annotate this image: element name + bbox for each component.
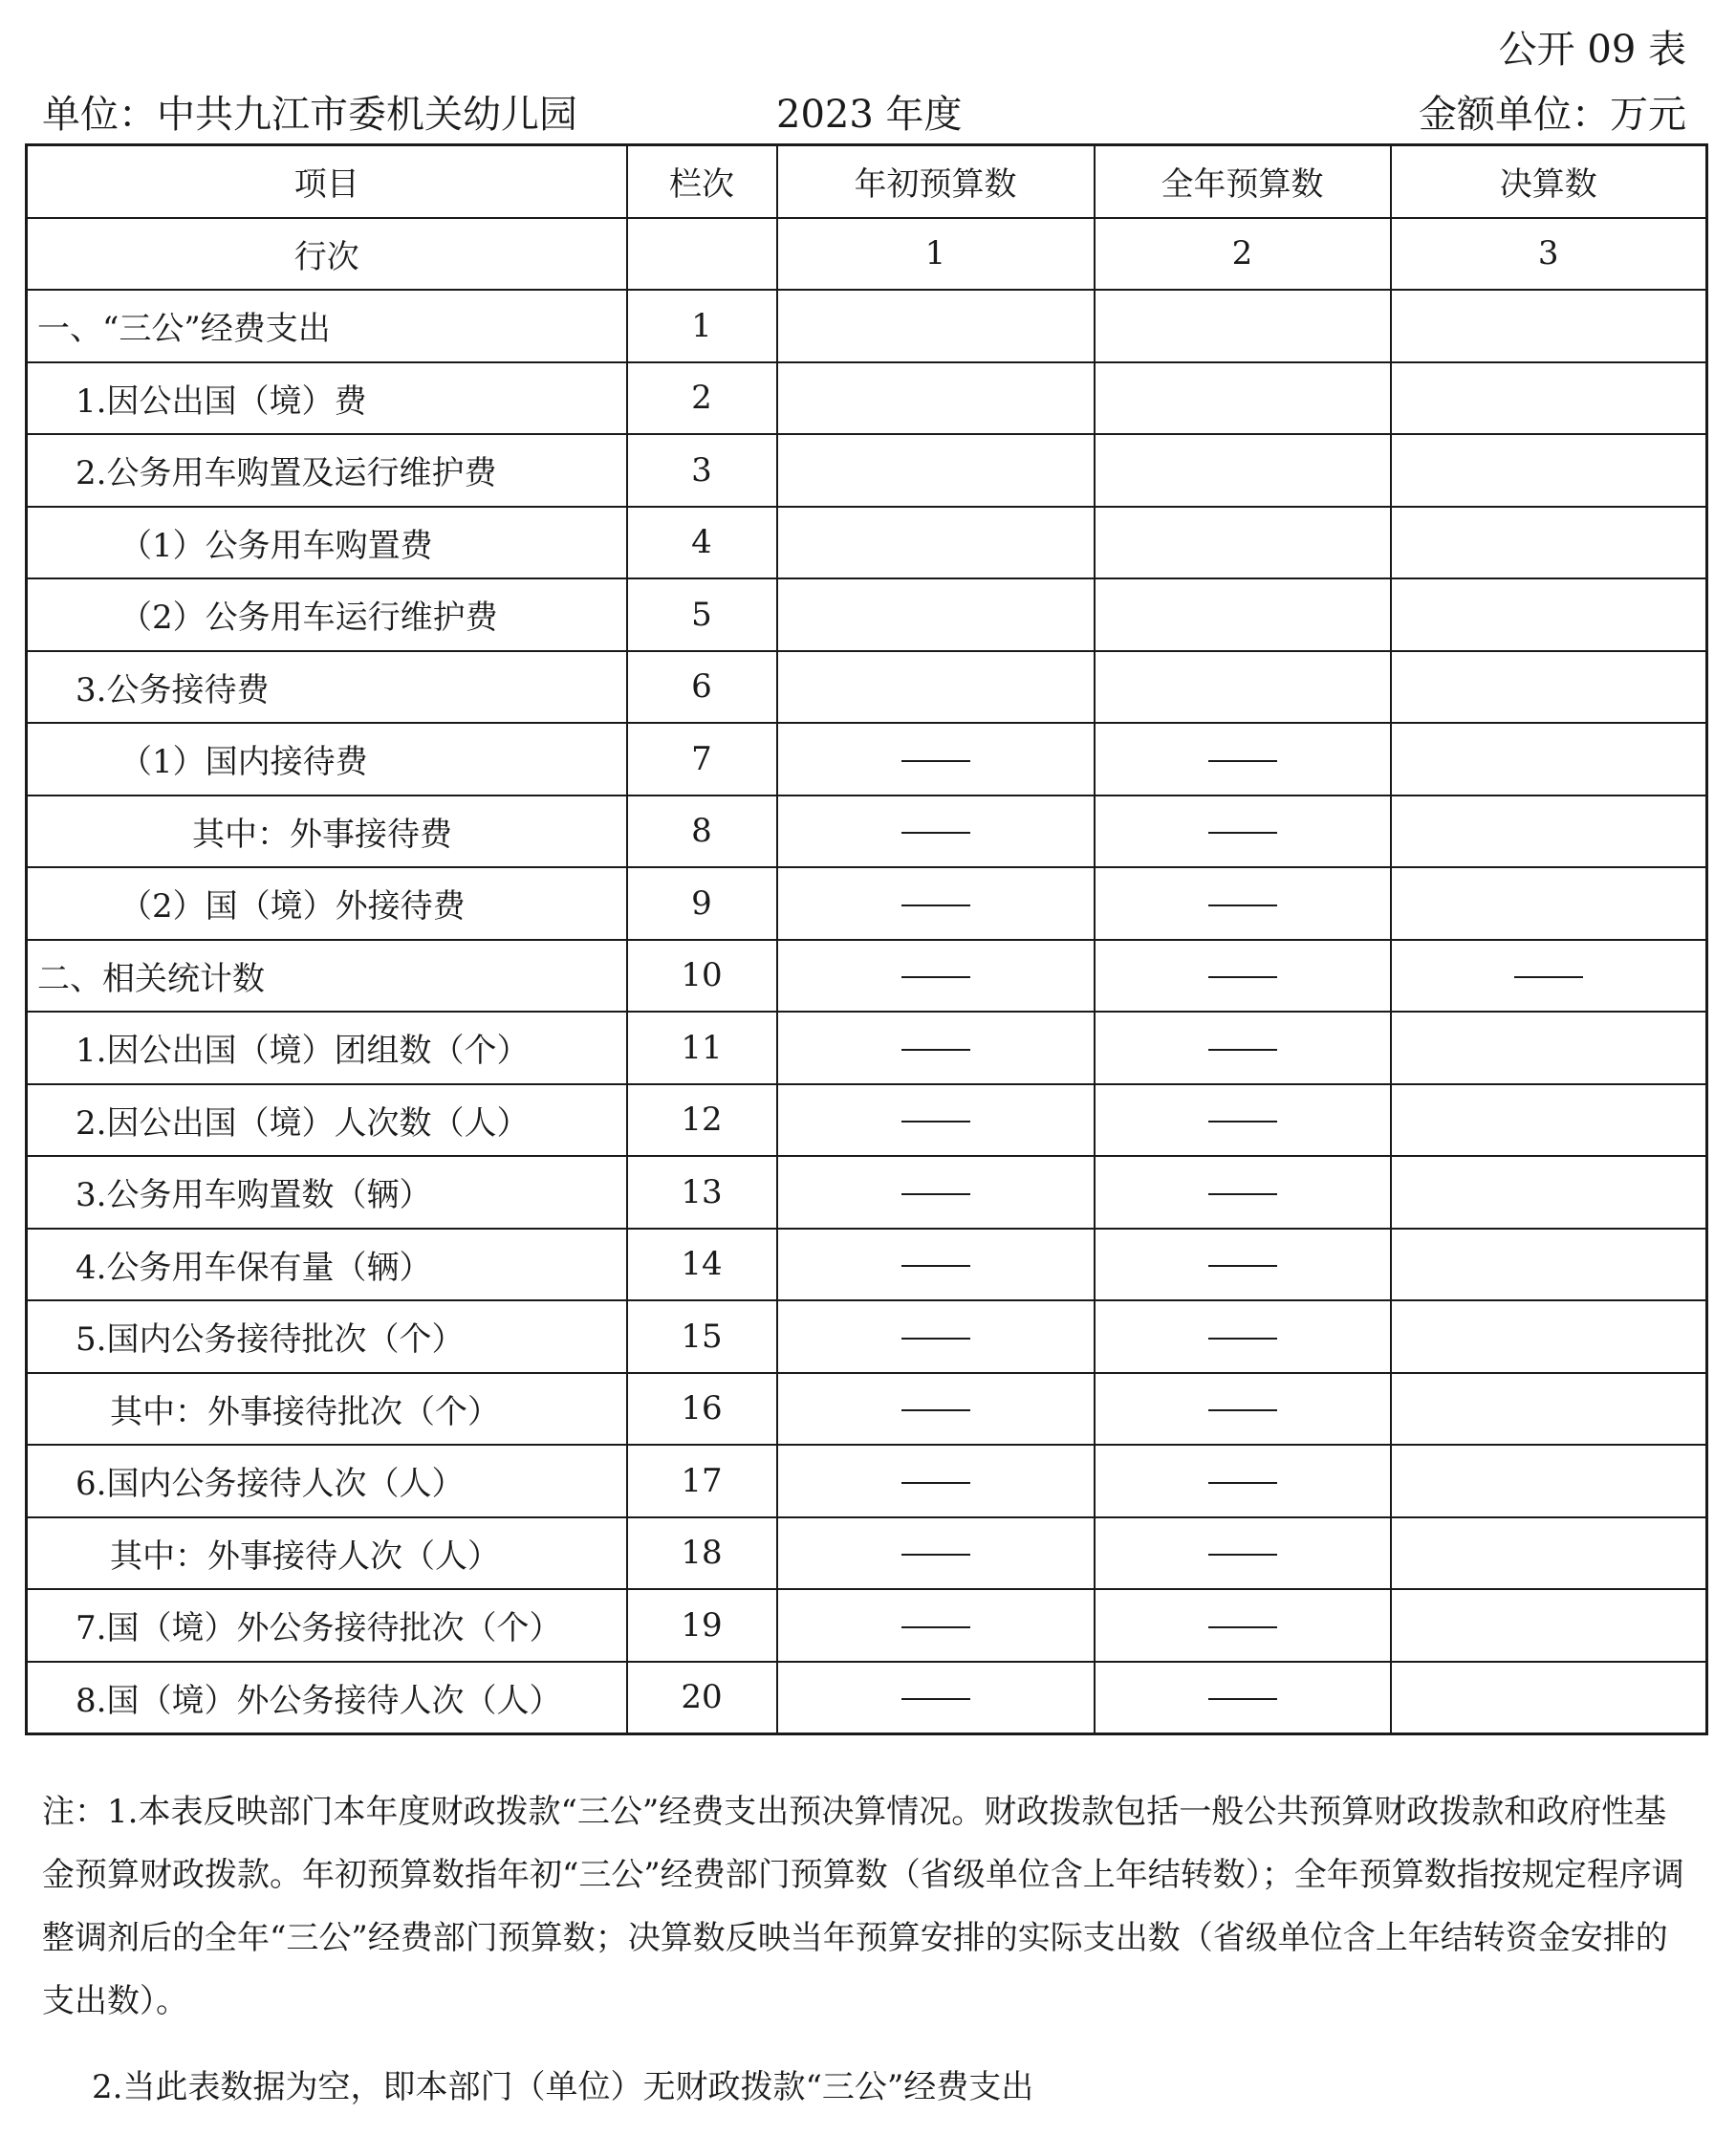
amount-cell — [1095, 507, 1391, 579]
amount-cell — [777, 1589, 1095, 1662]
row-line-number: 13 — [627, 1156, 777, 1229]
row-item-label: 3.公务接待费 — [27, 651, 627, 724]
amount-cell — [1095, 1589, 1391, 1662]
not-applicable-dash — [1208, 1193, 1277, 1195]
amount-cell — [777, 651, 1095, 724]
index-label: 行次 — [27, 218, 627, 291]
not-applicable-dash — [1208, 1338, 1277, 1340]
amount-cell — [1095, 1084, 1391, 1157]
table-row — [27, 578, 1707, 651]
amount-cell — [1095, 1517, 1391, 1590]
note-1: 注：1.本表反映部门本年度财政拨款“三公”经费支出预决算情况。财政拨款包括一般公共预算财政拨款和政府性基金预算财政拨款。年初预算数指年初“三公”经费部门预算数（省级单位含上年结转数）；全年预算数指按规定程序调整调剂后的全年“三公”经费部门预算数；决算数反映当年预算安排的实际支出数（省级单位含上年结转资金安排的支出数）。 — [42, 1793, 1684, 2020]
amount-cell — [1391, 1517, 1707, 1590]
not-applicable-dash — [901, 1121, 970, 1122]
amount-cell — [777, 796, 1095, 868]
amount-cell — [1095, 1373, 1391, 1446]
unit-label: 单位：中共九江市委机关幼儿园 — [42, 93, 577, 137]
row-line-number: 8 — [627, 796, 777, 868]
year-label: 2023 年度 — [776, 93, 963, 137]
table-row — [27, 1156, 1707, 1229]
amount-cell — [777, 1156, 1095, 1229]
amount-cell — [777, 1229, 1095, 1301]
note-2: 2.当此表数据为空，即本部门（单位）无财政拨款“三公”经费支出 — [92, 2068, 1034, 2106]
not-applicable-dash — [1208, 1482, 1277, 1484]
amount-cell — [1391, 507, 1707, 579]
amount-cell — [777, 1012, 1095, 1084]
not-applicable-dash — [1208, 1049, 1277, 1051]
row-item-label: 其中：外事接待费 — [27, 796, 627, 868]
amount-cell — [777, 1662, 1095, 1734]
amount-cell — [777, 1445, 1095, 1517]
amount-cell — [777, 1373, 1095, 1446]
amount-cell — [777, 723, 1095, 796]
not-applicable-dash — [901, 1482, 970, 1484]
row-line-number: 7 — [627, 723, 777, 796]
row-line-number: 15 — [627, 1300, 777, 1373]
amount-cell — [1391, 578, 1707, 651]
row-line-number: 2 — [627, 362, 777, 435]
row-line-number: 17 — [627, 1445, 777, 1517]
row-item-label: 7.国（境）外公务接待批次（个） — [27, 1589, 627, 1662]
amount-cell — [777, 434, 1095, 507]
table-row — [27, 1373, 1707, 1446]
row-item-label: 6.国内公务接待人次（人） — [27, 1445, 627, 1517]
not-applicable-dash — [1208, 1265, 1277, 1267]
amount-cell — [1095, 867, 1391, 940]
not-applicable-dash — [1208, 1626, 1277, 1628]
amount-cell — [1095, 1662, 1391, 1734]
table-row — [27, 507, 1707, 579]
header-row — [27, 145, 1707, 218]
row-line-number: 4 — [627, 507, 777, 579]
amount-cell — [1391, 1084, 1707, 1157]
table-row — [27, 434, 1707, 507]
row-line-number: 9 — [627, 867, 777, 940]
row-item-label: 1.因公出国（境）费 — [27, 362, 627, 435]
not-applicable-dash — [1208, 1409, 1277, 1411]
row-item-label: （2）公务用车运行维护费 — [27, 578, 627, 651]
table-row — [27, 1662, 1707, 1734]
row-item-label: 一、“三公”经费支出 — [27, 290, 627, 362]
amount-cell — [1391, 1662, 1707, 1734]
amount-cell — [777, 1517, 1095, 1590]
amount-cell — [1391, 1589, 1707, 1662]
row-item-label: （1）国内接待费 — [27, 723, 627, 796]
amount-cell — [1391, 940, 1707, 1013]
row-line-number: 18 — [627, 1517, 777, 1590]
amount-cell — [777, 290, 1095, 362]
row-item-label: 5.国内公务接待批次（个） — [27, 1300, 627, 1373]
header-column-no: 栏次 — [627, 145, 777, 218]
table-row — [27, 362, 1707, 435]
three-public-expenses-table — [25, 143, 1708, 1735]
row-item-label: 8.国（境）外公务接待人次（人） — [27, 1662, 627, 1734]
header-item: 项目 — [27, 145, 627, 218]
not-applicable-dash — [901, 905, 970, 906]
amount-cell — [1391, 434, 1707, 507]
row-item-label: 其中：外事接待批次（个） — [27, 1373, 627, 1446]
amount-cell — [1095, 434, 1391, 507]
amount-cell — [777, 940, 1095, 1013]
row-line-number: 5 — [627, 578, 777, 651]
amount-cell — [1391, 1156, 1707, 1229]
not-applicable-dash — [901, 1409, 970, 1411]
amount-cell — [1391, 1445, 1707, 1517]
table-row — [27, 1084, 1707, 1157]
header-final-accounts: 决算数 — [1391, 145, 1707, 218]
table-row — [27, 1012, 1707, 1084]
amount-cell — [1095, 1445, 1391, 1517]
row-line-number: 6 — [627, 651, 777, 724]
table-row — [27, 290, 1707, 362]
not-applicable-dash — [1208, 1554, 1277, 1556]
table-row — [27, 1517, 1707, 1590]
not-applicable-dash — [901, 1698, 970, 1700]
row-line-number: 3 — [627, 434, 777, 507]
row-line-number: 10 — [627, 940, 777, 1013]
amount-cell — [777, 578, 1095, 651]
not-applicable-dash — [1208, 1121, 1277, 1122]
amount-unit-label: 金额单位：万元 — [1419, 93, 1686, 137]
table-row — [27, 1229, 1707, 1301]
not-applicable-dash — [1208, 976, 1277, 978]
table-row — [27, 1589, 1707, 1662]
row-line-number: 16 — [627, 1373, 777, 1446]
row-line-number: 1 — [627, 290, 777, 362]
amount-cell — [1391, 1229, 1707, 1301]
not-applicable-dash — [901, 1265, 970, 1267]
amount-cell — [1391, 1300, 1707, 1373]
not-applicable-dash — [901, 832, 970, 834]
table-row — [27, 1300, 1707, 1373]
not-applicable-dash — [901, 976, 970, 978]
not-applicable-dash — [901, 1049, 970, 1051]
table-row — [27, 867, 1707, 940]
index-row — [27, 218, 1707, 291]
amount-cell — [1391, 1373, 1707, 1446]
header-annual-budget: 全年预算数 — [1095, 145, 1391, 218]
row-item-label: 3.公务用车购置数（辆） — [27, 1156, 627, 1229]
amount-cell — [1095, 1300, 1391, 1373]
row-item-label: 其中：外事接待人次（人） — [27, 1517, 627, 1590]
table-row — [27, 796, 1707, 868]
amount-cell — [1095, 1229, 1391, 1301]
amount-cell — [1391, 362, 1707, 435]
row-item-label: 4.公务用车保有量（辆） — [27, 1229, 627, 1301]
not-applicable-dash — [1208, 832, 1277, 834]
amount-cell — [777, 867, 1095, 940]
amount-cell — [1095, 1156, 1391, 1229]
amount-cell — [1095, 362, 1391, 435]
row-item-label: （2）国（境）外接待费 — [27, 867, 627, 940]
amount-cell — [1391, 796, 1707, 868]
table-row — [27, 1445, 1707, 1517]
not-applicable-dash — [901, 1193, 970, 1195]
row-item-label: 2.因公出国（境）人次数（人） — [27, 1084, 627, 1157]
index-cell: 1 — [777, 218, 1095, 291]
row-item-label: 2.公务用车购置及运行维护费 — [27, 434, 627, 507]
amount-cell — [1391, 1012, 1707, 1084]
table-row — [27, 651, 1707, 724]
amount-cell — [777, 1084, 1095, 1157]
row-item-label: （1）公务用车购置费 — [27, 507, 627, 579]
row-item-label: 二、相关统计数 — [27, 940, 627, 1013]
meta-row — [42, 84, 1686, 137]
amount-cell — [1391, 723, 1707, 796]
amount-cell — [1391, 651, 1707, 724]
row-line-number: 19 — [627, 1589, 777, 1662]
row-line-number: 14 — [627, 1229, 777, 1301]
index-cell — [627, 218, 777, 291]
amount-cell — [777, 507, 1095, 579]
not-applicable-dash — [901, 1338, 970, 1340]
amount-cell — [1391, 867, 1707, 940]
row-line-number: 11 — [627, 1012, 777, 1084]
row-line-number: 20 — [627, 1662, 777, 1734]
notes — [42, 1780, 1694, 2119]
not-applicable-dash — [1514, 976, 1583, 978]
not-applicable-dash — [901, 1626, 970, 1628]
amount-cell — [1095, 796, 1391, 868]
amount-cell — [777, 362, 1095, 435]
index-cell: 2 — [1095, 218, 1391, 291]
header-initial-budget: 年初预算数 — [777, 145, 1095, 218]
amount-cell — [1095, 1012, 1391, 1084]
index-cell: 3 — [1391, 218, 1707, 291]
amount-cell — [1095, 290, 1391, 362]
not-applicable-dash — [901, 1554, 970, 1556]
table-row — [27, 940, 1707, 1013]
not-applicable-dash — [1208, 760, 1277, 762]
form-code: 公开 09 表 — [1498, 28, 1686, 72]
not-applicable-dash — [1208, 1698, 1277, 1700]
amount-cell — [1095, 578, 1391, 651]
amount-cell — [777, 1300, 1095, 1373]
amount-cell — [1095, 651, 1391, 724]
amount-cell — [1095, 723, 1391, 796]
not-applicable-dash — [1208, 905, 1277, 906]
not-applicable-dash — [901, 760, 970, 762]
table-row — [27, 723, 1707, 796]
amount-cell — [1095, 940, 1391, 1013]
amount-cell — [1391, 290, 1707, 362]
row-line-number: 12 — [627, 1084, 777, 1157]
row-item-label: 1.因公出国（境）团组数（个） — [27, 1012, 627, 1084]
